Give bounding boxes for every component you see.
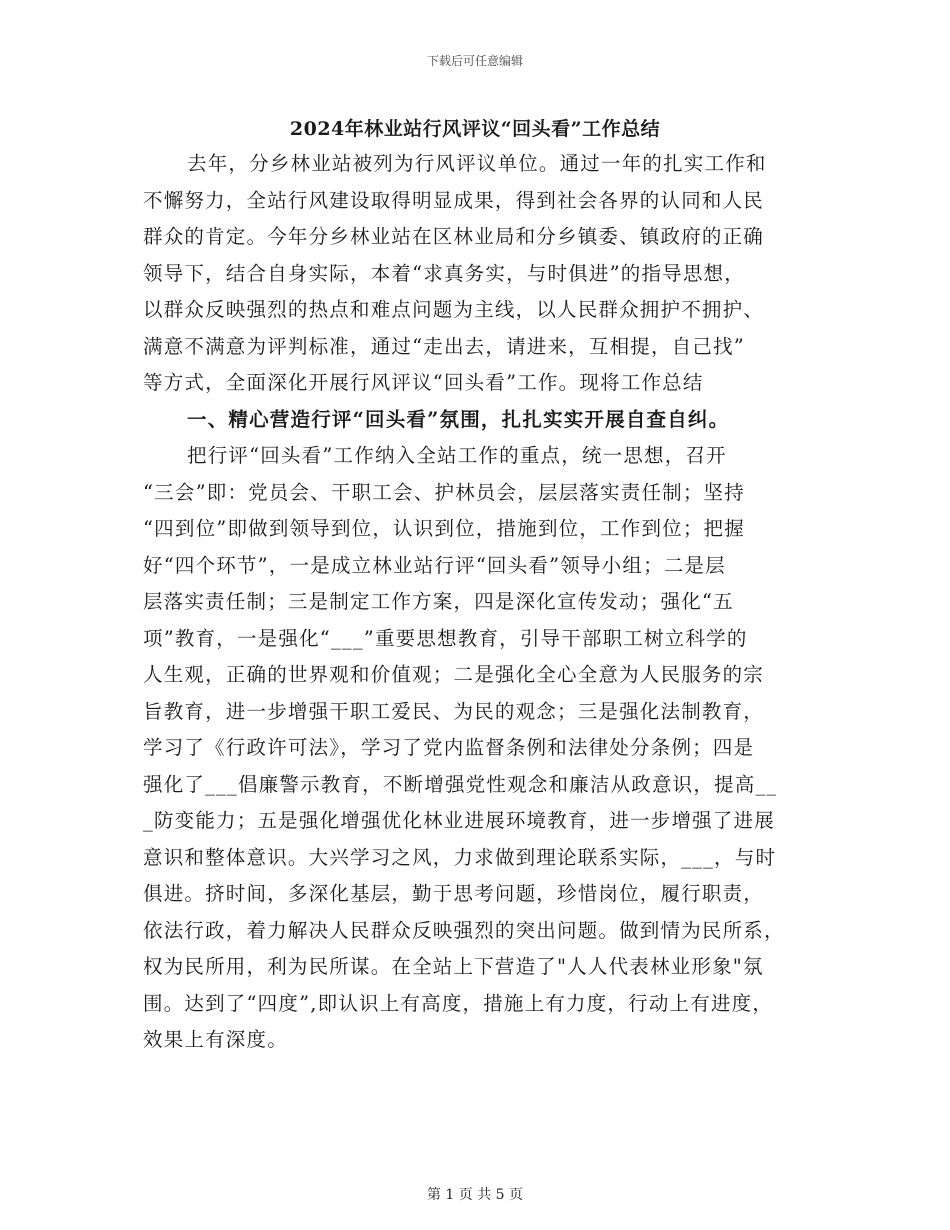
body-line: 学习了《行政许可法》，学习了党内监督条例和法律处分条例；四是 [143, 736, 755, 759]
section-heading: 一、精心营造行评“回头看”氛围，扎扎实实开展自查自纠。 [187, 407, 730, 431]
body-line: 人生观，正确的世界观和价值观；二是强化全心全意为人民服务的宗 [143, 663, 765, 686]
body-line: 项”教育，一是强化“___”重要思想教育，引导干部职工树立科学的 [143, 626, 748, 650]
body-line: 权为民所用，利为民所谋。在全站上下营造了"人人代表林业形象"氛 [143, 955, 764, 978]
page-number: 第 1 页 共 5 页 [426, 1187, 524, 1203]
body-line: 不懈努力，全站行风建设取得明显成果，得到社会各界的认同和人民 [143, 188, 765, 212]
body-line: 去年，分乡林业站被列为行风评议单位。通过一年的扎实工作和 [187, 152, 767, 175]
body-line: 依法行政，着力解决人民群众反映强烈的突出问题。做到情为民所系， [143, 918, 785, 942]
body-line: 把行评“回头看”工作纳入全站工作的重点，统一思想，召开 [187, 444, 727, 467]
body-line: 以群众反映强烈的热点和难点问题为主线，以人民群众拥护不拥护、 [143, 298, 765, 321]
body-line: 俱进。挤时间，多深化基层，勤于思考问题，珍惜岗位，履行职责， [143, 882, 765, 905]
body-line: 强化了___倡廉警示教育，不断增强党性观念和廉洁从政意识，提高__ [143, 772, 778, 796]
body-line: 旨教育，进一步增强干职工爱民、为民的观念；三是强化法制教育， [143, 699, 765, 723]
body-line: _防变能力；五是强化增强优化林业进展环境教育，进一步增强了进展 [143, 809, 775, 832]
body-line: “四到位”即做到领导到位，认识到位，措施到位，工作到位；把握 [143, 517, 745, 540]
body-line: 等方式，全面深化开展行风评议“回头看”工作。现将工作总结 [143, 371, 704, 394]
body-line: 满意不满意为评判标准，通过“走出去，请进来，互相提，自己找” [143, 334, 745, 358]
header-note: 下载后可任意编辑 [426, 54, 523, 68]
body-line: “三会”即：党员会、干职工会、护林员会，层层落实责任制；坚持 [143, 480, 745, 504]
body-line: 群众的肯定。今年分乡林业站在区林业局和分乡镇委、镇政府的正确 [143, 225, 765, 248]
body-line: 意识和整体意识。大兴学习之风，力求做到理论联系实际，___，与时 [143, 845, 777, 869]
body-line: 围。达到了“四度”,即认识上有高度，措施上有力度，行动上有进度， [143, 991, 774, 1015]
body-line: 效果上有深度。 [143, 1028, 288, 1051]
body-line: 领导下，结合自身实际，本着“求真务实，与时俱进”的指导思想， [143, 261, 745, 285]
document-body [143, 146, 823, 1059]
body-line: 层落实责任制；三是制定工作方案，四是深化宣传发动；强化“五 [143, 590, 734, 613]
document-title: 2024年林业站行风评议“回头看”工作总结 [289, 118, 661, 140]
body-line: 好“四个环节”，一是成立林业站行评“回头看”领导小组；二是层 [143, 553, 726, 577]
